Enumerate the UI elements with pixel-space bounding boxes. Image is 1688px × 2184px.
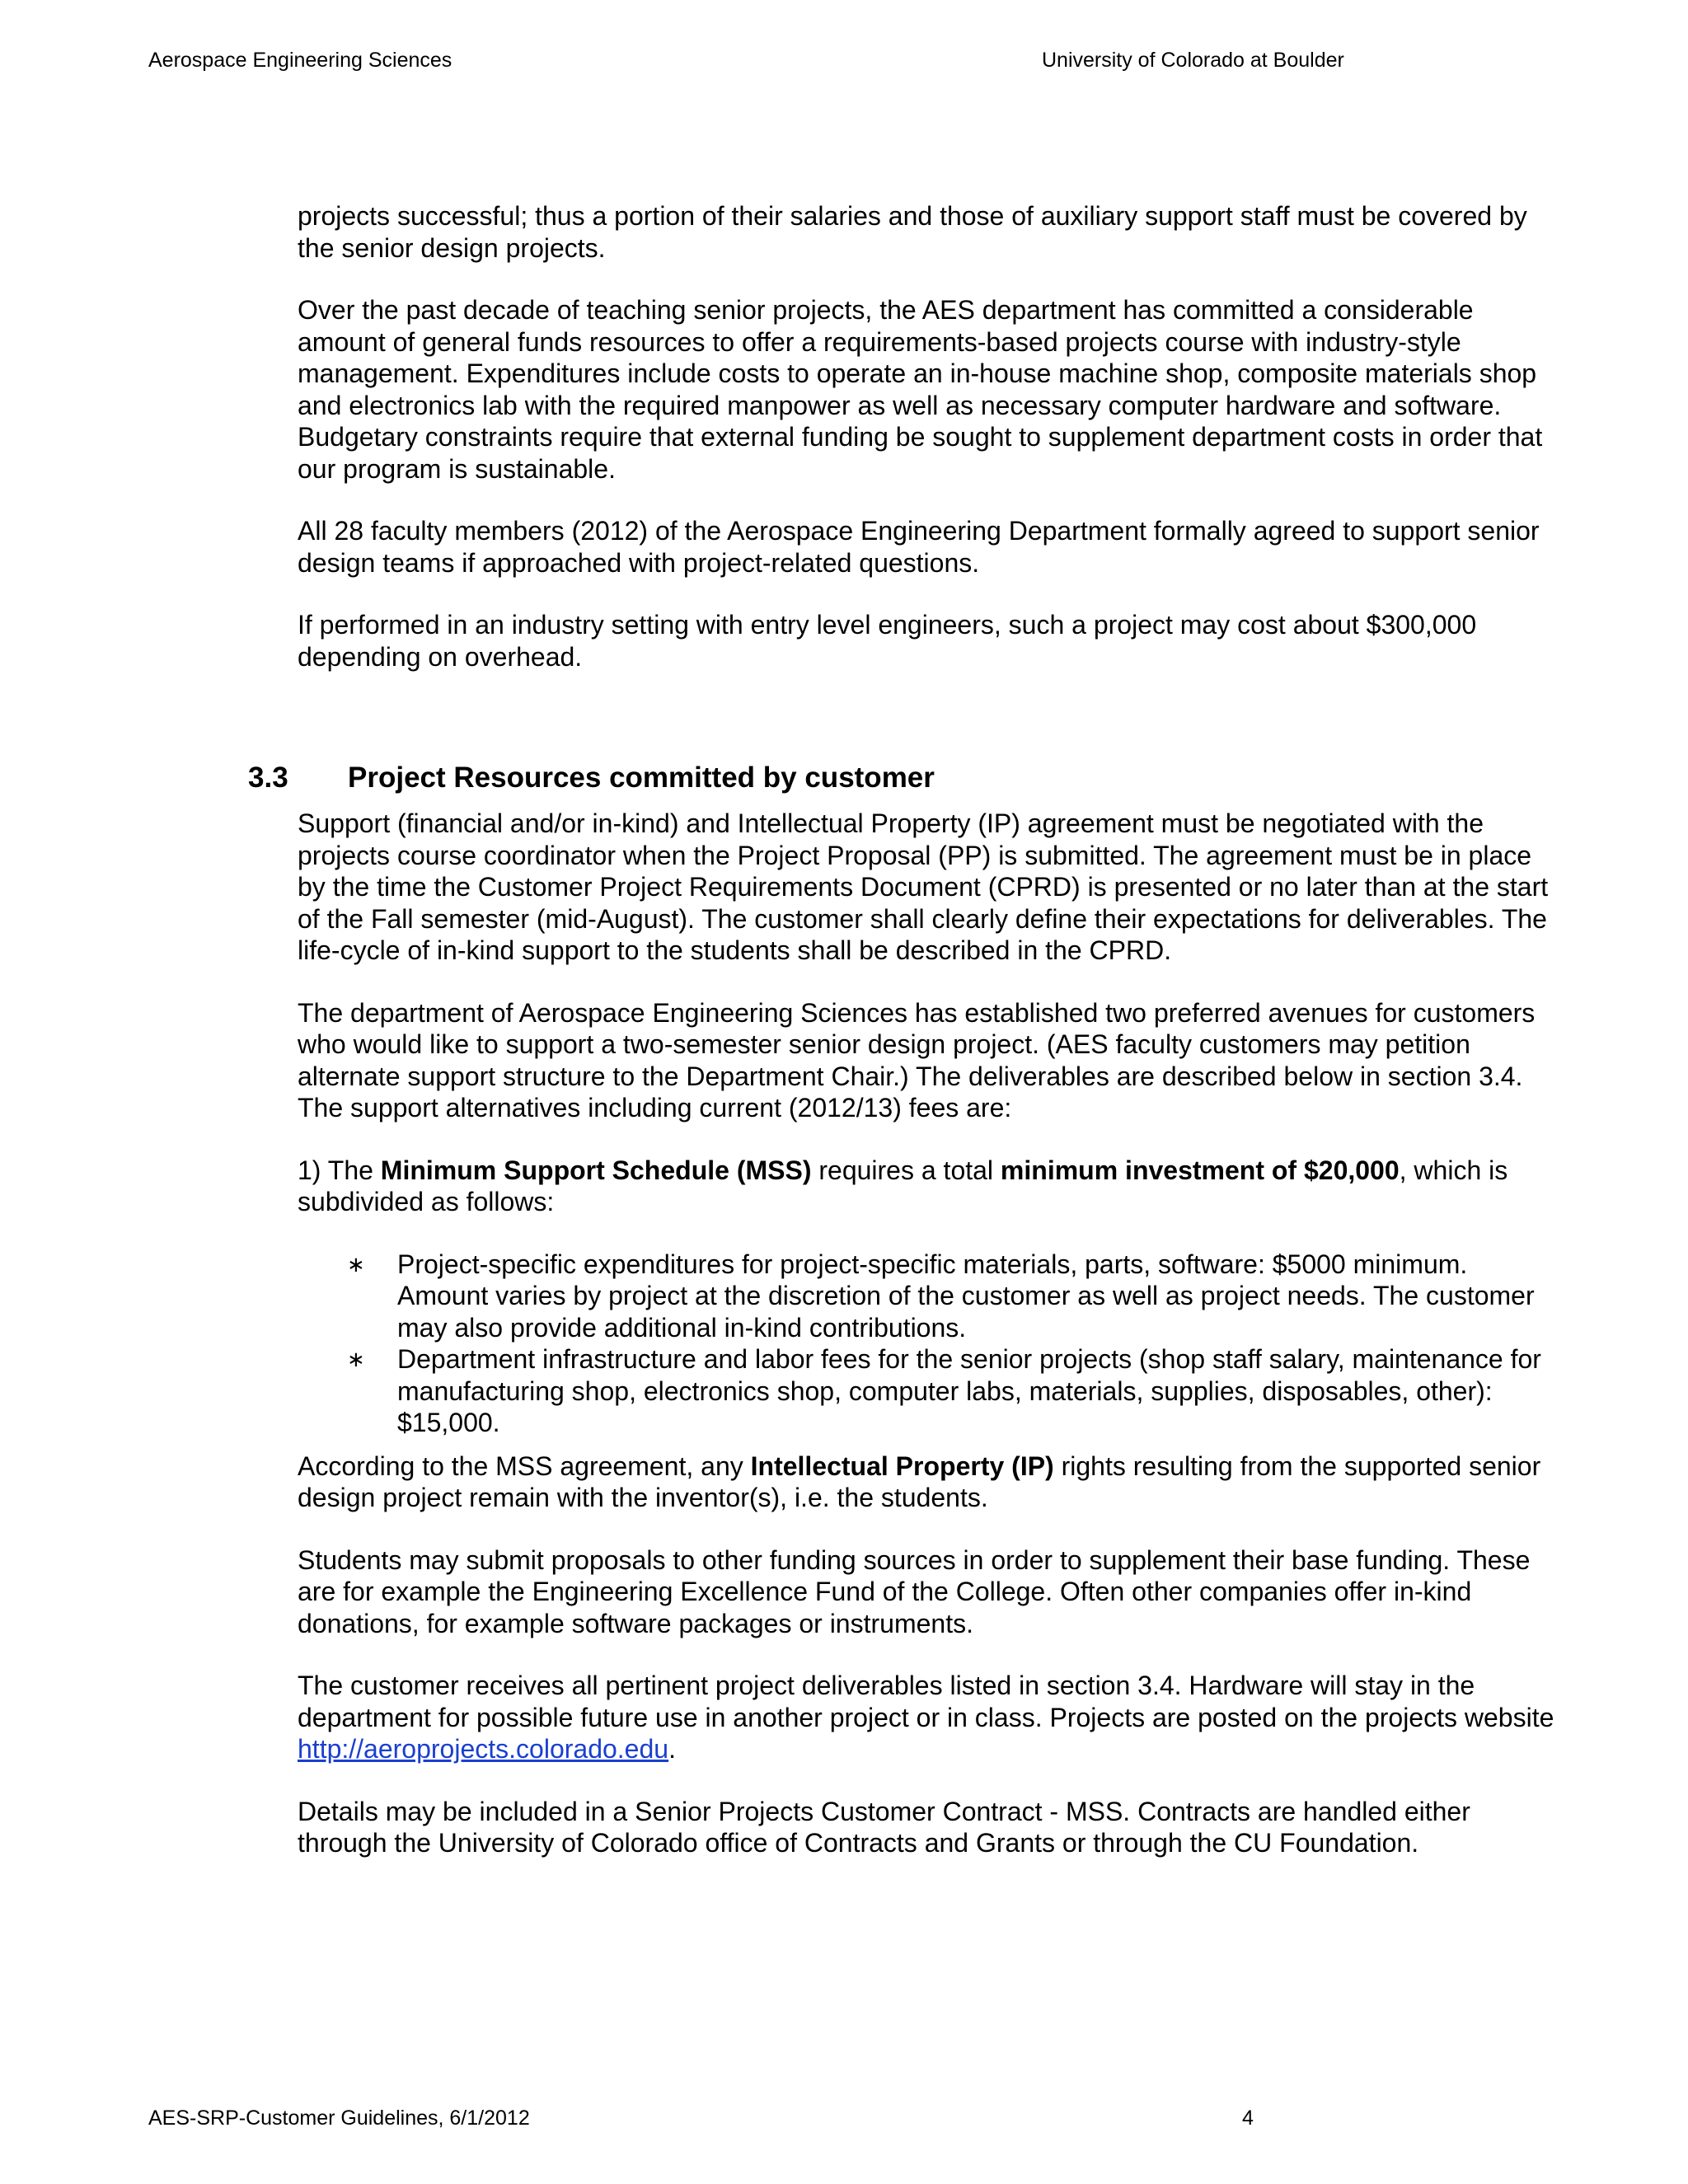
mss-investment: minimum investment of $20,000: [1000, 1155, 1400, 1185]
mss-name: Minimum Support Schedule (MSS): [380, 1155, 812, 1185]
paragraph: projects successful; thus a portion of their salaries and those of auxiliary support staff must be covered by the senior design projects.: [298, 201, 1527, 263]
ip-bold: Intellectual Property (IP): [750, 1451, 1054, 1481]
paragraph: Support (financial and/or in-kind) and Intellectual Property (IP) agreement must be negotiated with the projects course coordinator when the Project Proposal (PP) is submitted. The agreement must be in place by the time the Customer Project Requirements Document (CPRD) is presented or no later than at the start of the Fall semester (mid-August). The customer shall clearly define their expectations for deliverables. The life-cycle of in-kind support to the students shall be described in the CPRD.: [298, 808, 1549, 965]
section-heading: [248, 761, 935, 795]
ip-paragraph: [298, 1451, 1559, 1514]
bullet-icon: ∗: [347, 1347, 365, 1371]
projects-website-link[interactable]: http://aeroprojects.colorado.edu: [298, 1734, 669, 1764]
mss-paragraph: [298, 1155, 1559, 1218]
page-number: 4: [1242, 2107, 1254, 2130]
paragraph: Students may submit proposals to other funding sources in order to supplement their base funding. These are for example the Engineering Excellence Fund of the College. Often other companies offer in-kind donations, for example software packages or instruments.: [298, 1544, 1531, 1638]
deliverables-paragraph: [298, 1670, 1559, 1765]
list-item: [298, 1249, 1559, 1344]
paragraph: All 28 faculty members (2012) of the Aerospace Engineering Department formally agreed to support senior design teams if approached with project-related questions.: [298, 516, 1540, 578]
ip-prefix: According to the MSS agreement, any: [298, 1451, 751, 1481]
paragraph: Details may be included in a Senior Projects Customer Contract - MSS. Contracts are handled either through the University of Colorado office of Contracts and Grants or through the CU Foundation.: [298, 1796, 1470, 1858]
body-top: [298, 200, 1559, 703]
header-right: University of Colorado at Boulder: [1042, 49, 1344, 72]
paragraph: The department of Aerospace Engineering Sciences has established two preferred avenues for customers who would like to support a two-semester senior design project. (AES faculty customers may petition alternate support structure to the Department Chair.) The deliverables are described below in section 3.4. The support alternatives including current (2012/13) fees are:: [298, 997, 1536, 1122]
mss-prefix: 1) The: [298, 1155, 381, 1185]
mss-suffix: , which is subdivided as follows:: [298, 1155, 1508, 1216]
footer-left: AES-SRP-Customer Guidelines, 6/1/2012: [148, 2107, 530, 2130]
bullet-list: [298, 1249, 1559, 1439]
bullet-text: Project-specific expenditures for project-specific materials, parts, software: $5000 minimum. Amount varies by project at the discretion of the customer as well as project needs. The customer may also provide additional in-kind contributions.: [397, 1249, 1535, 1343]
list-item: [298, 1343, 1559, 1439]
bullet-icon: ∗: [347, 1251, 365, 1277]
section-title: Project Resources committed by customer: [348, 762, 935, 794]
mss-middle: requires a total: [811, 1155, 1001, 1185]
deliverables-suffix: .: [668, 1734, 676, 1764]
header-left: Aerospace Engineering Sciences: [148, 49, 452, 72]
bullet-text: Department infrastructure and labor fees for the senior projects (shop staff salary, maintenance for manufacturing shop, electronics shop, computer labs, materials, supplies, disposables, other): $15,000.: [397, 1344, 1541, 1437]
section-number: 3.3: [248, 762, 288, 794]
ip-suffix: rights resulting from the supported senior design project remain with the inventor(s), i.e. the students.: [298, 1451, 1541, 1512]
paragraph: Over the past decade of teaching senior projects, the AES department has committed a considerable amount of general funds resources to offer a requirements-based projects course with industry-style management. Expenditures include costs to operate an in-house machine shop, composite materials shop and electronics lab with the required manpower as well as necessary computer hardware and software. Budgetary constraints require that external funding be sought to supplement department costs in order that our program is sustainable.: [298, 295, 1543, 484]
deliverables-prefix: The customer receives all pertinent project deliverables listed in section 3.4. Hardware will stay in the department for possible future use in another project or in class. Projects are posted on the projects website: [298, 1671, 1554, 1732]
paragraph: If performed in an industry setting with entry level engineers, such a project may cost about $300,000 depending on overhead.: [298, 610, 1477, 672]
section-body: [298, 808, 1559, 1890]
